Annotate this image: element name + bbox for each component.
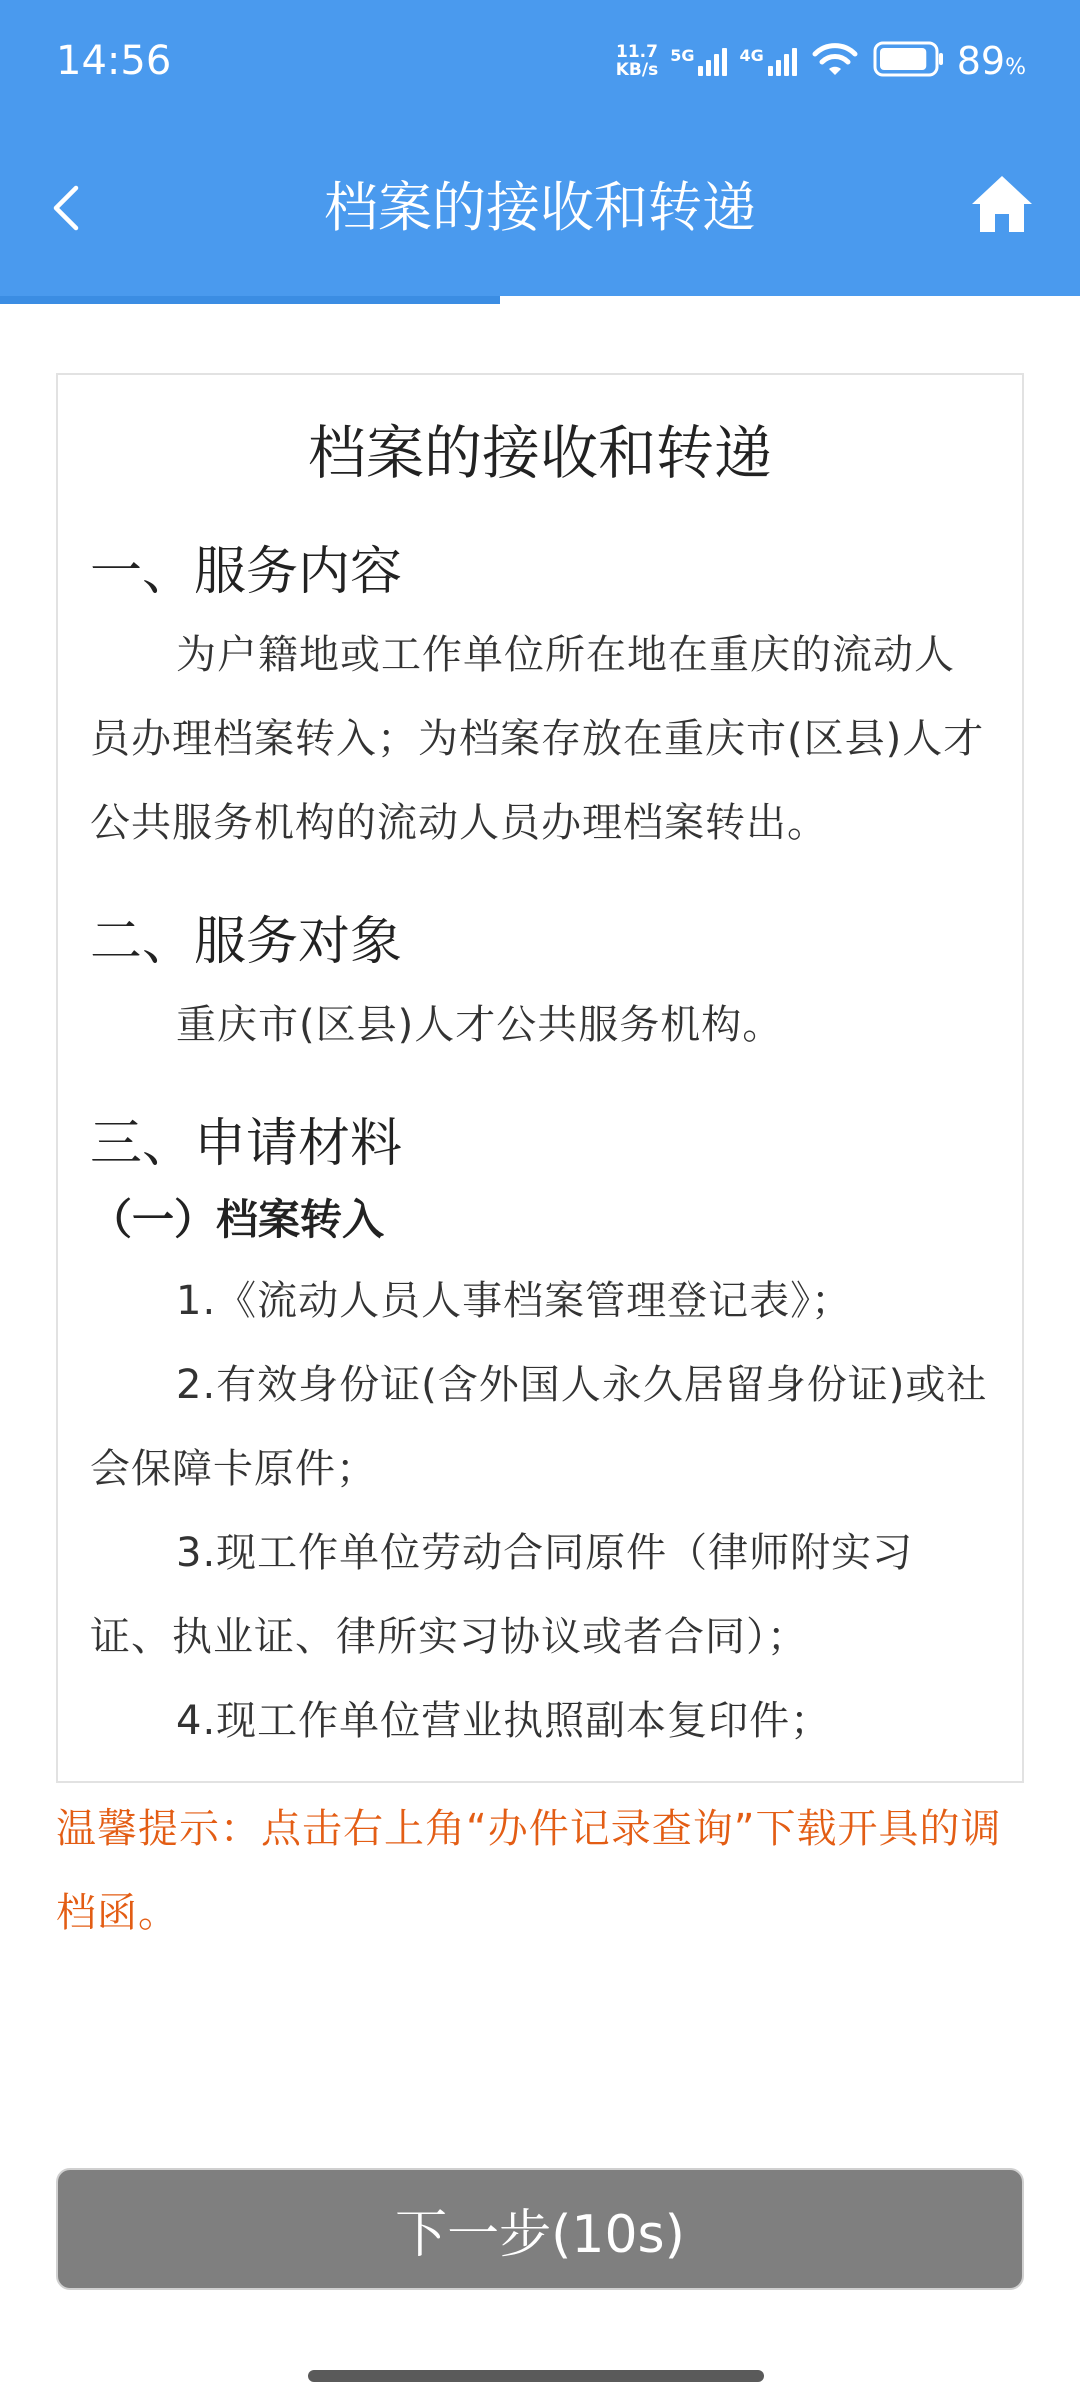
- status-time: 14:56: [56, 38, 172, 84]
- section-heading-service-content: 一、服务内容: [90, 542, 403, 602]
- status-icons: [616, 36, 1026, 86]
- back-button[interactable]: [30, 172, 102, 244]
- gesture-home-indicator[interactable]: [308, 2370, 764, 2382]
- status-bar: [0, 0, 1080, 128]
- material-item: 2.有效身份证(含外国人永久居留身份证)或社会保障卡原件；: [90, 1362, 988, 1492]
- section-heading-materials: 三、申请材料: [90, 1114, 403, 1174]
- app-header: [0, 0, 1080, 296]
- document-title: 档案的接收和转递: [307, 419, 772, 487]
- network-speed-unit: KB/s: [615, 60, 659, 80]
- page-title: 档案的接收和转递: [324, 176, 756, 239]
- section-heading-service-target: 二、服务对象: [90, 912, 403, 972]
- material-item: 1.《流动人员人事档案管理登记表》；: [176, 1278, 853, 1324]
- home-button[interactable]: [960, 162, 1044, 246]
- title-bar: [0, 128, 1080, 288]
- material-item: 4.现工作单位营业执照副本复印件；: [176, 1698, 832, 1744]
- material-item: 3.现工作单位劳动合同原件（律师附实习证、执业证、律所实习协议或者合同）；: [90, 1530, 914, 1660]
- wifi-icon: [809, 39, 861, 83]
- battery-percent-symbol: %: [1005, 55, 1026, 80]
- section-paragraph: 重庆市(区县)人才公共服务机构。: [176, 1002, 784, 1048]
- section-paragraph: 为户籍地或工作单位所在地在重庆的流动人员办理档案转入；为档案存放在重庆市(区县)人才公共服务机构的流动人员办理档案转出。: [90, 632, 985, 846]
- battery-percent: [957, 39, 1026, 83]
- battery-icon: [873, 39, 945, 83]
- signal-5g-icon: [670, 46, 727, 76]
- warm-tip-text: 温馨提示：点击右上角“办件记录查询”下载开具的调档函。: [56, 1806, 1002, 1936]
- page-progress-fill: [0, 296, 500, 304]
- chevron-left-icon: [48, 182, 84, 234]
- next-step-button[interactable]: 下一步(10s): [56, 2168, 1024, 2290]
- home-icon: [969, 173, 1035, 235]
- network-speed-value: 11.7: [615, 42, 658, 62]
- signal-4g-label: 4G: [739, 46, 764, 65]
- signal-4g-icon: [739, 46, 796, 76]
- document-scroll-area[interactable]: [56, 373, 1024, 1783]
- signal-5g-label: 5G: [670, 46, 695, 65]
- battery-percent-value: 89: [956, 39, 1006, 83]
- subsection-heading-file-transfer-in: （一）档案转入: [90, 1195, 385, 1244]
- page-progress: [0, 296, 1080, 308]
- network-speed: [616, 43, 658, 79]
